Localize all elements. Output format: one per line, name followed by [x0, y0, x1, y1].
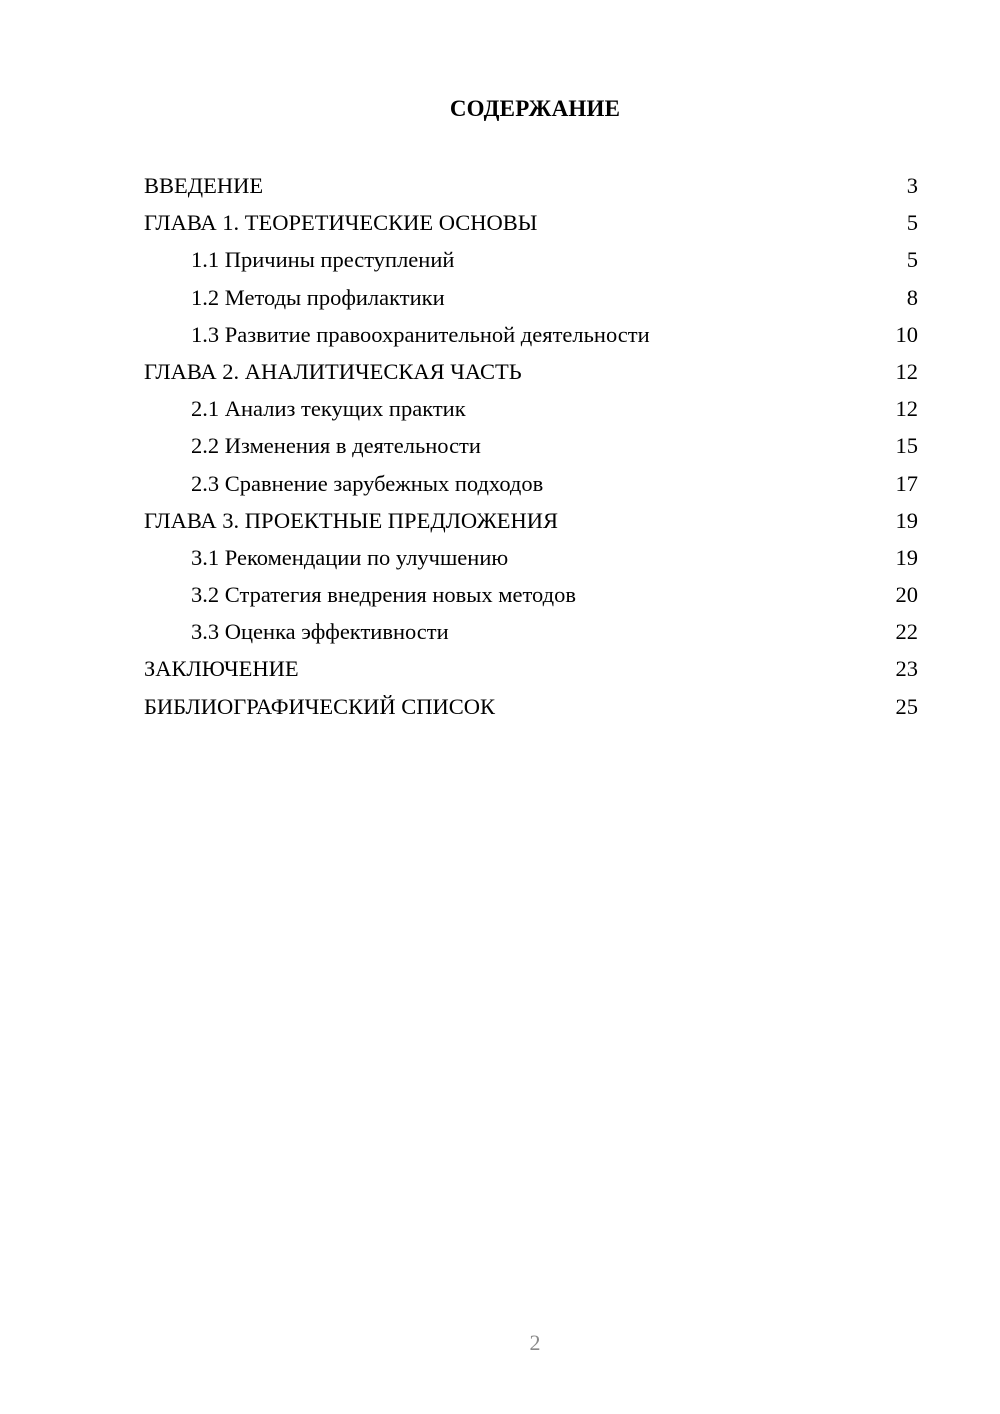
toc-entry-page: 10 [895, 321, 918, 347]
toc-entry-section-3-2[interactable] [144, 576, 918, 613]
toc-entry-label: ГЛАВА 2. АНАЛИТИЧЕСКАЯ ЧАСТЬ [144, 358, 522, 384]
toc-entry-label: 3.1 Рекомендации по улучшению [191, 544, 509, 570]
toc-entry-page: 22 [895, 619, 918, 645]
toc-entry-label: БИБЛИОГРАФИЧЕСКИЙ СПИСОК [144, 693, 496, 719]
toc-entry-label: ГЛАВА 1. ТЕОРЕТИЧЕСКИЕ ОСНОВЫ [144, 210, 538, 236]
toc-entry-introduction[interactable] [144, 167, 918, 204]
toc-entry-page: 19 [895, 544, 918, 570]
page-number: 2 [529, 1330, 541, 1355]
toc-entry-page: 5 [906, 247, 918, 273]
toc-entry-section-2-3[interactable] [144, 465, 918, 502]
toc-entry-label: 3.2 Стратегия внедрения новых методов [191, 582, 576, 608]
page-title: СОДЕРЖАНИЕ [449, 96, 621, 121]
toc-entry-label: 3.3 Оценка эффективности [191, 619, 449, 645]
toc-entry-section-2-2[interactable] [144, 427, 918, 464]
toc-entry-page: 23 [895, 656, 918, 682]
toc-entry-bibliography[interactable] [144, 688, 918, 725]
toc-entry-chapter-1[interactable] [144, 204, 918, 241]
toc-entry-label: 1.1 Причины преступлений [191, 247, 455, 273]
toc-entry-label: 2.1 Анализ текущих практик [191, 396, 466, 422]
toc-entry-page: 15 [895, 433, 918, 459]
toc-entry-page: 20 [895, 582, 918, 608]
toc-entry-label: ГЛАВА 3. ПРОЕКТНЫЕ ПРЕДЛОЖЕНИЯ [144, 507, 559, 533]
toc-entry-label: ЗАКЛЮЧЕНИЕ [144, 656, 299, 682]
toc-entry-section-3-1[interactable] [144, 539, 918, 576]
toc-entry-section-1-3[interactable] [144, 316, 918, 353]
toc-entry-label: 2.3 Сравнение зарубежных подходов [191, 470, 544, 496]
toc-entry-chapter-3[interactable] [144, 502, 918, 539]
toc-entry-page: 12 [895, 396, 918, 422]
toc-entry-label: 1.3 Развитие правоохранительной деятельности [191, 321, 650, 347]
toc-entry-page: 5 [906, 210, 918, 236]
toc-entry-section-1-1[interactable] [144, 241, 918, 278]
toc-entry-label: ВВЕДЕНИЕ [144, 173, 264, 198]
toc-entry-page: 19 [895, 507, 918, 533]
table-of-contents [144, 167, 918, 725]
toc-entry-page: 12 [895, 358, 918, 384]
toc-entry-label: 2.2 Изменения в деятельности [191, 433, 481, 459]
toc-entry-page: 17 [895, 470, 918, 496]
toc-entry-chapter-2[interactable] [144, 353, 918, 390]
toc-entry-page: 8 [906, 284, 918, 310]
toc-entry-section-2-1[interactable] [144, 390, 918, 427]
toc-entry-section-3-3[interactable] [144, 613, 918, 650]
toc-entry-conclusion[interactable] [144, 650, 918, 687]
toc-entry-page: 25 [895, 693, 918, 719]
toc-entry-page: 3 [906, 173, 918, 198]
toc-entry-label: 1.2 Методы профилактики [191, 284, 445, 310]
toc-entry-section-1-2[interactable] [144, 279, 918, 316]
